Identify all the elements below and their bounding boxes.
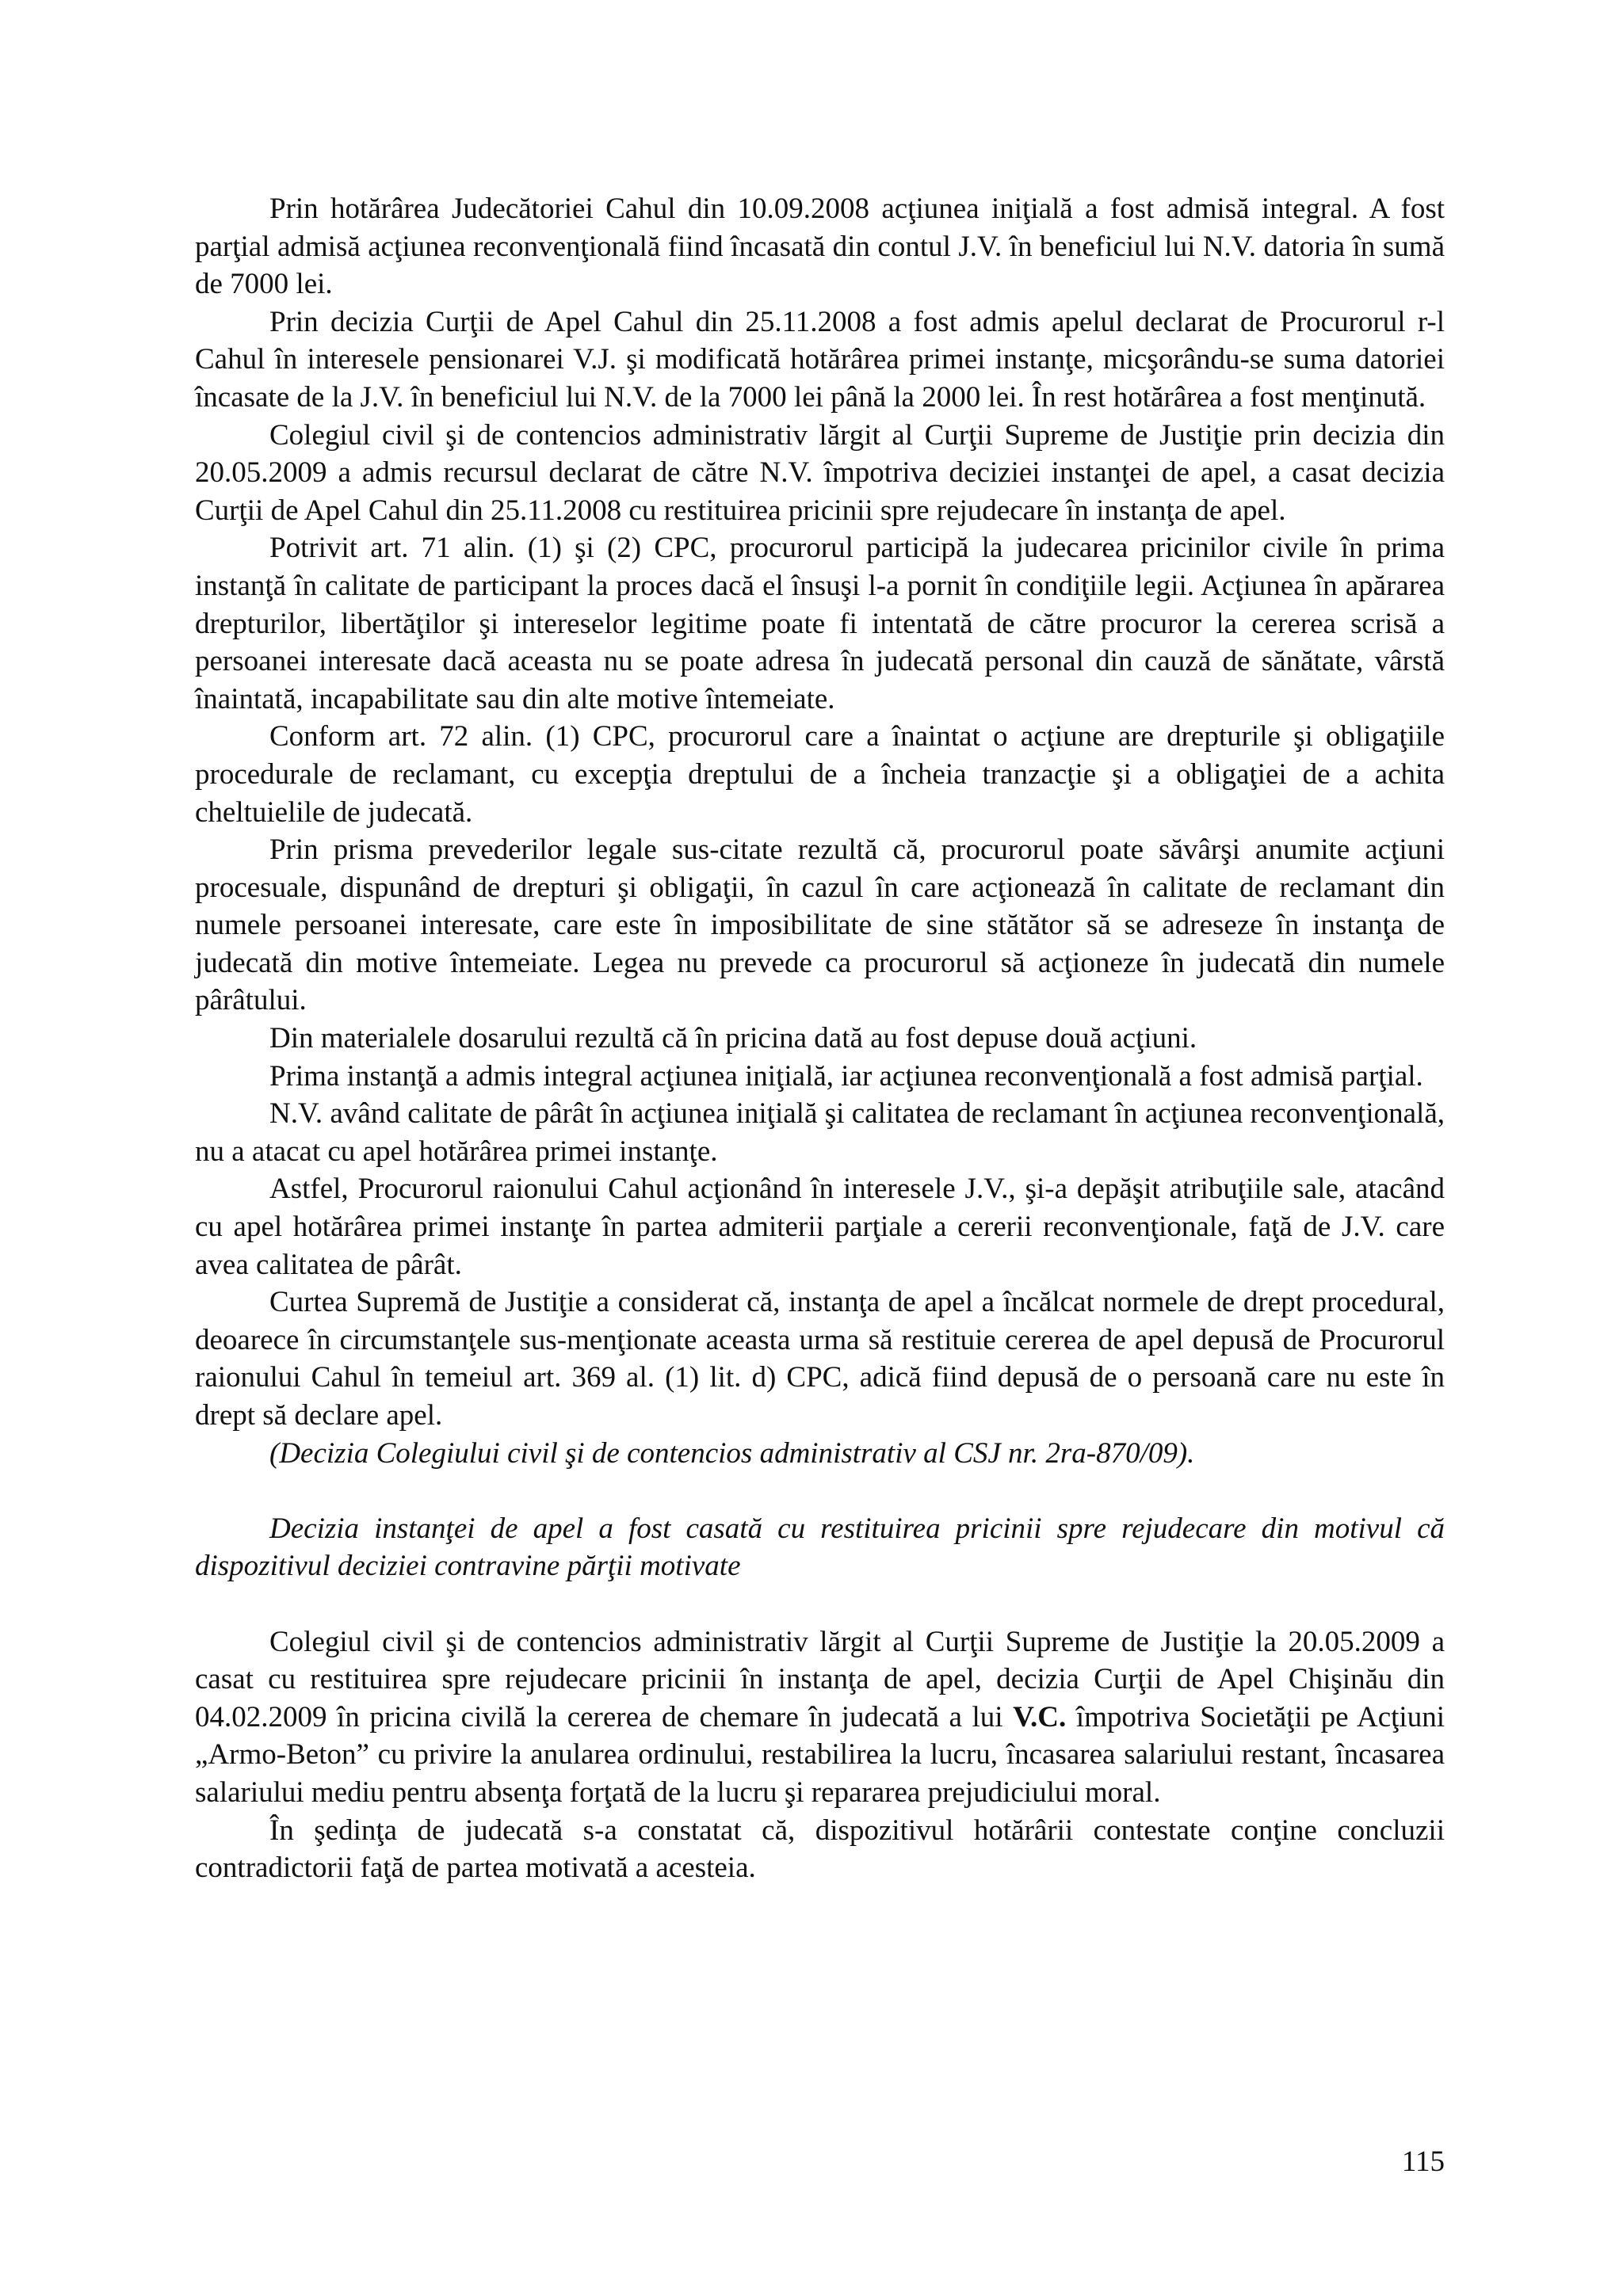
section-heading: Decizia instanţei de apel a fost casată cu restituirea pricinii spre rejudecare din motivul că dispozitivul deciziei contravine părţii motivate (195, 1512, 1445, 1583)
document-body (195, 190, 1445, 1887)
paragraph: În şedinţa de judecată s-a constatat că, dispozitivul hotărârii contestate conţine concluzii contradictorii faţă de partea motivată a acesteia. (195, 1814, 1445, 1885)
page-number: 115 (1401, 2145, 1445, 2178)
paragraph: Curtea Supremă de Justiţie a considerat că, instanţa de apel a încălcat normele de drept procedural, deoarece în circumstanţele sus-menţionate aceasta urma să restituie cererea de apel depusă de Procurorul raionului Cahul în temeiul art. 369 al. (1) lit. d) CPC, adică fiind depusă de o persoană care nu este în drept să declare apel. (195, 1286, 1445, 1432)
paragraph: Astfel, Procurorul raionului Cahul acţionând în interesele J.V., şi-a depăşit atribuţiile sale, atacând cu apel hotărârea primei instanţe în partea admiterii parţiale a cererii reconvenţionale, faţă de J.V. care avea calitatea de pârât. (195, 1173, 1445, 1281)
paragraph: Din materialele dosarului rezultă că în pricina dată au fost depuse două acţiuni. (269, 1022, 1197, 1055)
paragraph-text: împotriva Societăţii pe Acţiuni „Armo-Beton” cu privire la anularea ordinului, restabilirea la lucru, încasarea salariului restant, încasarea salariului mediu pentru absenţa forţată de la lucru şi repararea prejudiciului moral. (195, 1700, 1445, 1809)
paragraph: Prima instanţă a admis integral acţiunea iniţială, iar acţiunea reconvenţională a fost admisă parţial. (269, 1059, 1423, 1093)
paragraph-vc (195, 1623, 1445, 1812)
paragraph: Prin hotărârea Judecătoriei Cahul din 10.09.2008 acţiunea iniţială a fost admisă integral. A fost parţial admisă acţiunea reconvenţională fiind încasată din contul J.V. în beneficiul lui N.V. datoria în sumă de 7000 lei. (195, 193, 1445, 301)
paragraph: N.V. având calitate de pârât în acţiunea iniţială şi calitatea de reclamant în acţiunea reconvenţională, nu a atacat cu apel hotărârea primei instanţe. (195, 1097, 1445, 1168)
paragraph: Potrivit art. 71 alin. (1) şi (2) CPC, procurorul participă la judecarea pricinilor civile în prima instanţă în calitate de participant la proces dacă el însuşi l-a pornit în condiţiile legii. Acţiunea în apărarea drepturilor, libertăţilor şi intereselor legitime poate fi intentată de către procuror la cererea scrisă a persoanei interesate dacă aceasta nu se poate adresa în judecată personal din cauză de sănătate, vârstă înaintată, incapabilitate sau din alte motive întemeiate. (195, 532, 1445, 715)
paragraph: Prin decizia Curţii de Apel Cahul din 25.11.2008 a fost admis apelul declarat de Procurorul r-l Cahul în interesele pensionarei V.J. şi modificată hotărârea primei instanţe, micşorându-se suma datoriei încasate de la J.V. în beneficiul lui N.V. de la 7000 lei până la 2000 lei. În rest hotărârea a fost menţinută. (195, 305, 1445, 414)
paragraph-text: Colegiul civil şi de contencios administrativ lărgit al Curţii Supreme de Justiţie la 20.05.2009 a casat cu restituirea spre rejudecare pricinii în instanţa de apel, decizia Curţii de Apel Chişinău din 04.02.2009 în pricina civilă la cererea de chemare în judecată a lui (195, 1625, 1445, 1733)
paragraph: Colegiul civil şi de contencios administrativ lărgit al Curţii Supreme de Justiţie prin decizia din 20.05.2009 a admis recursul declarat de către N.V. împotriva deciziei instanţei de apel, a casat decizia Curţii de Apel Cahul din 25.11.2008 cu restituirea pricinii spre rejudecare în instanţa de apel. (195, 418, 1445, 527)
paragraph: Prin prisma prevederilor legale sus-citate rezultă că, procurorul poate săvârşi anumite acţiuni procesuale, dispunând de drepturi şi obligaţii, în cazul în care acţionează în calitate de reclamant din numele persoanei interesate, care este în imposibilitate de sine stătător să se adreseze în instanţa de judecată din motive întemeiate. Legea nu prevede ca procurorul să acţioneze în judecată din numele pârâtului. (195, 833, 1445, 1017)
paragraph: Conform art. 72 alin. (1) CPC, procurorul care a înaintat o acţiune are drepturile şi obligaţiile procedurale de reclamant, cu excepţia dreptului de a încheia tranzacţie şi a obligaţiei de a achita cheltuielile de judecată. (195, 720, 1445, 829)
party-initials: V.C. (1013, 1700, 1067, 1733)
case-citation: (Decizia Colegiului civil şi de contencios administrativ al CSJ nr. 2ra-870/09). (269, 1436, 1195, 1470)
